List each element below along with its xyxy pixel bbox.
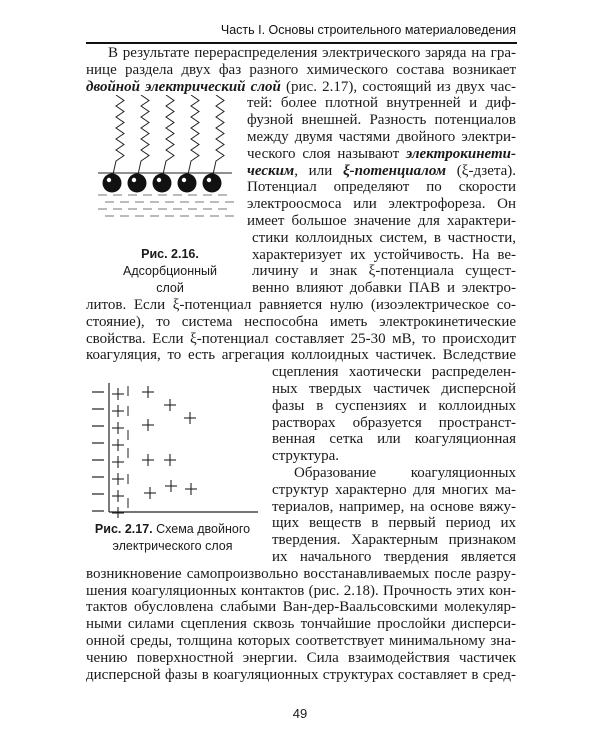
term: ческим	[247, 162, 295, 179]
surfactant-head	[203, 174, 222, 193]
text-span: (ξ-дзета).	[446, 162, 516, 179]
text-line: нице раздела двух фаз разного химического состава возникает	[86, 61, 516, 78]
highlight	[132, 178, 136, 182]
figure-2-17-double-layer-diagram	[88, 378, 263, 518]
text-line: сцепления хаотически распределен-	[272, 364, 516, 381]
surfactant-tail	[137, 95, 149, 179]
figure-label: Рис. 2.16.	[141, 247, 199, 261]
text-line: характеризует их устойчивость. На ве-	[252, 246, 516, 263]
text-line: тей: более плотной внутренней и диф-	[247, 95, 516, 112]
paragraph-mid	[86, 297, 516, 364]
figure-2-16-adsorption-layer	[95, 95, 235, 230]
surfactant-head	[103, 174, 122, 193]
term: электрокинети-	[405, 145, 516, 162]
text-line: фазы в суспензиях и коллоидных	[272, 397, 516, 414]
text-span: , или	[294, 162, 343, 179]
text-line: фузной внешней. Разность потенциалов	[247, 112, 516, 129]
text-line	[247, 146, 516, 163]
paragraph-wrap-2	[272, 364, 516, 566]
text-line: растворах образуется пространст-	[272, 414, 516, 431]
text-line: ными силами сцепления сквозь тончайшие прослойки дисперси-	[86, 616, 516, 633]
text-line: чению поверхностной энергии. Сила взаимодействия частичек	[86, 649, 516, 666]
page-number: 49	[292, 706, 308, 721]
text-span: (рис. 2.17), состоящий из двух час-	[280, 78, 516, 95]
highlight	[207, 178, 211, 182]
text-line: щих веществ в первый период их	[272, 515, 516, 532]
text-line: онной среды, толщина которых соответствует минимальному зна-	[86, 632, 516, 649]
text-line: свойства. Если ξ-потенциал составляет 25-30 мВ, то происходит	[86, 330, 516, 347]
text-line: возникновение самопроизвольно восстанавливаемых после разру-	[86, 565, 516, 582]
surfactant-head	[178, 174, 197, 193]
paragraph-bottom	[86, 566, 516, 684]
text-line: шения коагуляционных контактов (рис. 2.18). Прочность этих кон-	[86, 582, 516, 599]
highlight	[107, 178, 111, 182]
caption-line: электрического слоя	[112, 539, 233, 553]
text-line: венная сетка или коагуляционная	[272, 431, 516, 448]
text-line: дисперсной фазы в коагуляционных структурах составляет в сред-	[86, 666, 516, 683]
header-rule	[86, 42, 517, 44]
text-line: стики коллоидных систем, в частности,	[252, 229, 516, 246]
highlight	[157, 178, 161, 182]
text-line: структур характерно для многих ма-	[272, 481, 516, 498]
figure-label: Рис. 2.17.	[94, 522, 153, 536]
text-line: В результате перераспределения электрического заряда на гра-	[108, 45, 516, 61]
text-line: коагуляция, то есть агрегация коллоидных частичек. Вследствие	[86, 347, 516, 364]
text-line: имеет большое значение для характери-	[247, 212, 516, 229]
paragraph-top	[86, 45, 516, 95]
text-line: Образование коагуляционных	[294, 464, 516, 481]
term-double-layer: двойной электрический слой	[86, 78, 281, 95]
text-line: личину и знак ξ-потенциала сущест-	[252, 263, 516, 280]
highlight	[182, 178, 186, 182]
caption-line: слой	[156, 281, 184, 295]
text-line: ных твердых частичек дисперсной	[272, 380, 516, 397]
surfactant-head	[128, 174, 147, 193]
caption-line: Схема двойного	[152, 522, 251, 536]
text-line: структура.	[272, 448, 340, 465]
text-line: между двумя частями двойного электри-	[247, 128, 516, 145]
text-line: тактов обусловлена слабыми Ван-дер-Ваальсовскими молекуляр-	[86, 599, 516, 616]
surfactant-tail	[212, 95, 224, 179]
caption-line: Адсорбционный	[123, 264, 217, 278]
text-line: венно влияют добавки ПАВ и электро-	[252, 280, 516, 297]
text-span: ческого слоя называют	[247, 145, 406, 162]
text-line	[86, 79, 516, 96]
text-line: Потенциал определяют по скорости	[247, 179, 516, 196]
surfactant-head	[153, 174, 172, 193]
text-line: их начального твердения является	[272, 548, 516, 565]
figure-2-16-caption	[95, 246, 245, 297]
surfactant-tail	[162, 95, 174, 179]
surfactant-tail	[187, 95, 199, 179]
text-line: териалов, например, на основе вяжу-	[272, 498, 516, 515]
surfactant-tail	[112, 95, 124, 179]
running-header: Часть I. Основы строительного материаловедения	[220, 23, 516, 37]
paragraph-wrap-1	[247, 95, 516, 297]
text-line: твердения. Характерным признаком	[272, 532, 516, 549]
text-line: стояние), то система неспособна иметь электрокинетические	[86, 313, 516, 330]
text-line: электроосмоса или электрофореза. Он	[247, 196, 516, 213]
figure-2-17-caption	[85, 521, 260, 555]
text-line	[247, 163, 516, 180]
text-line: литов. Если ξ-потенциал равняется нулю (изоэлектрическое со-	[86, 297, 516, 313]
term: ξ-потенциалом	[342, 162, 447, 179]
